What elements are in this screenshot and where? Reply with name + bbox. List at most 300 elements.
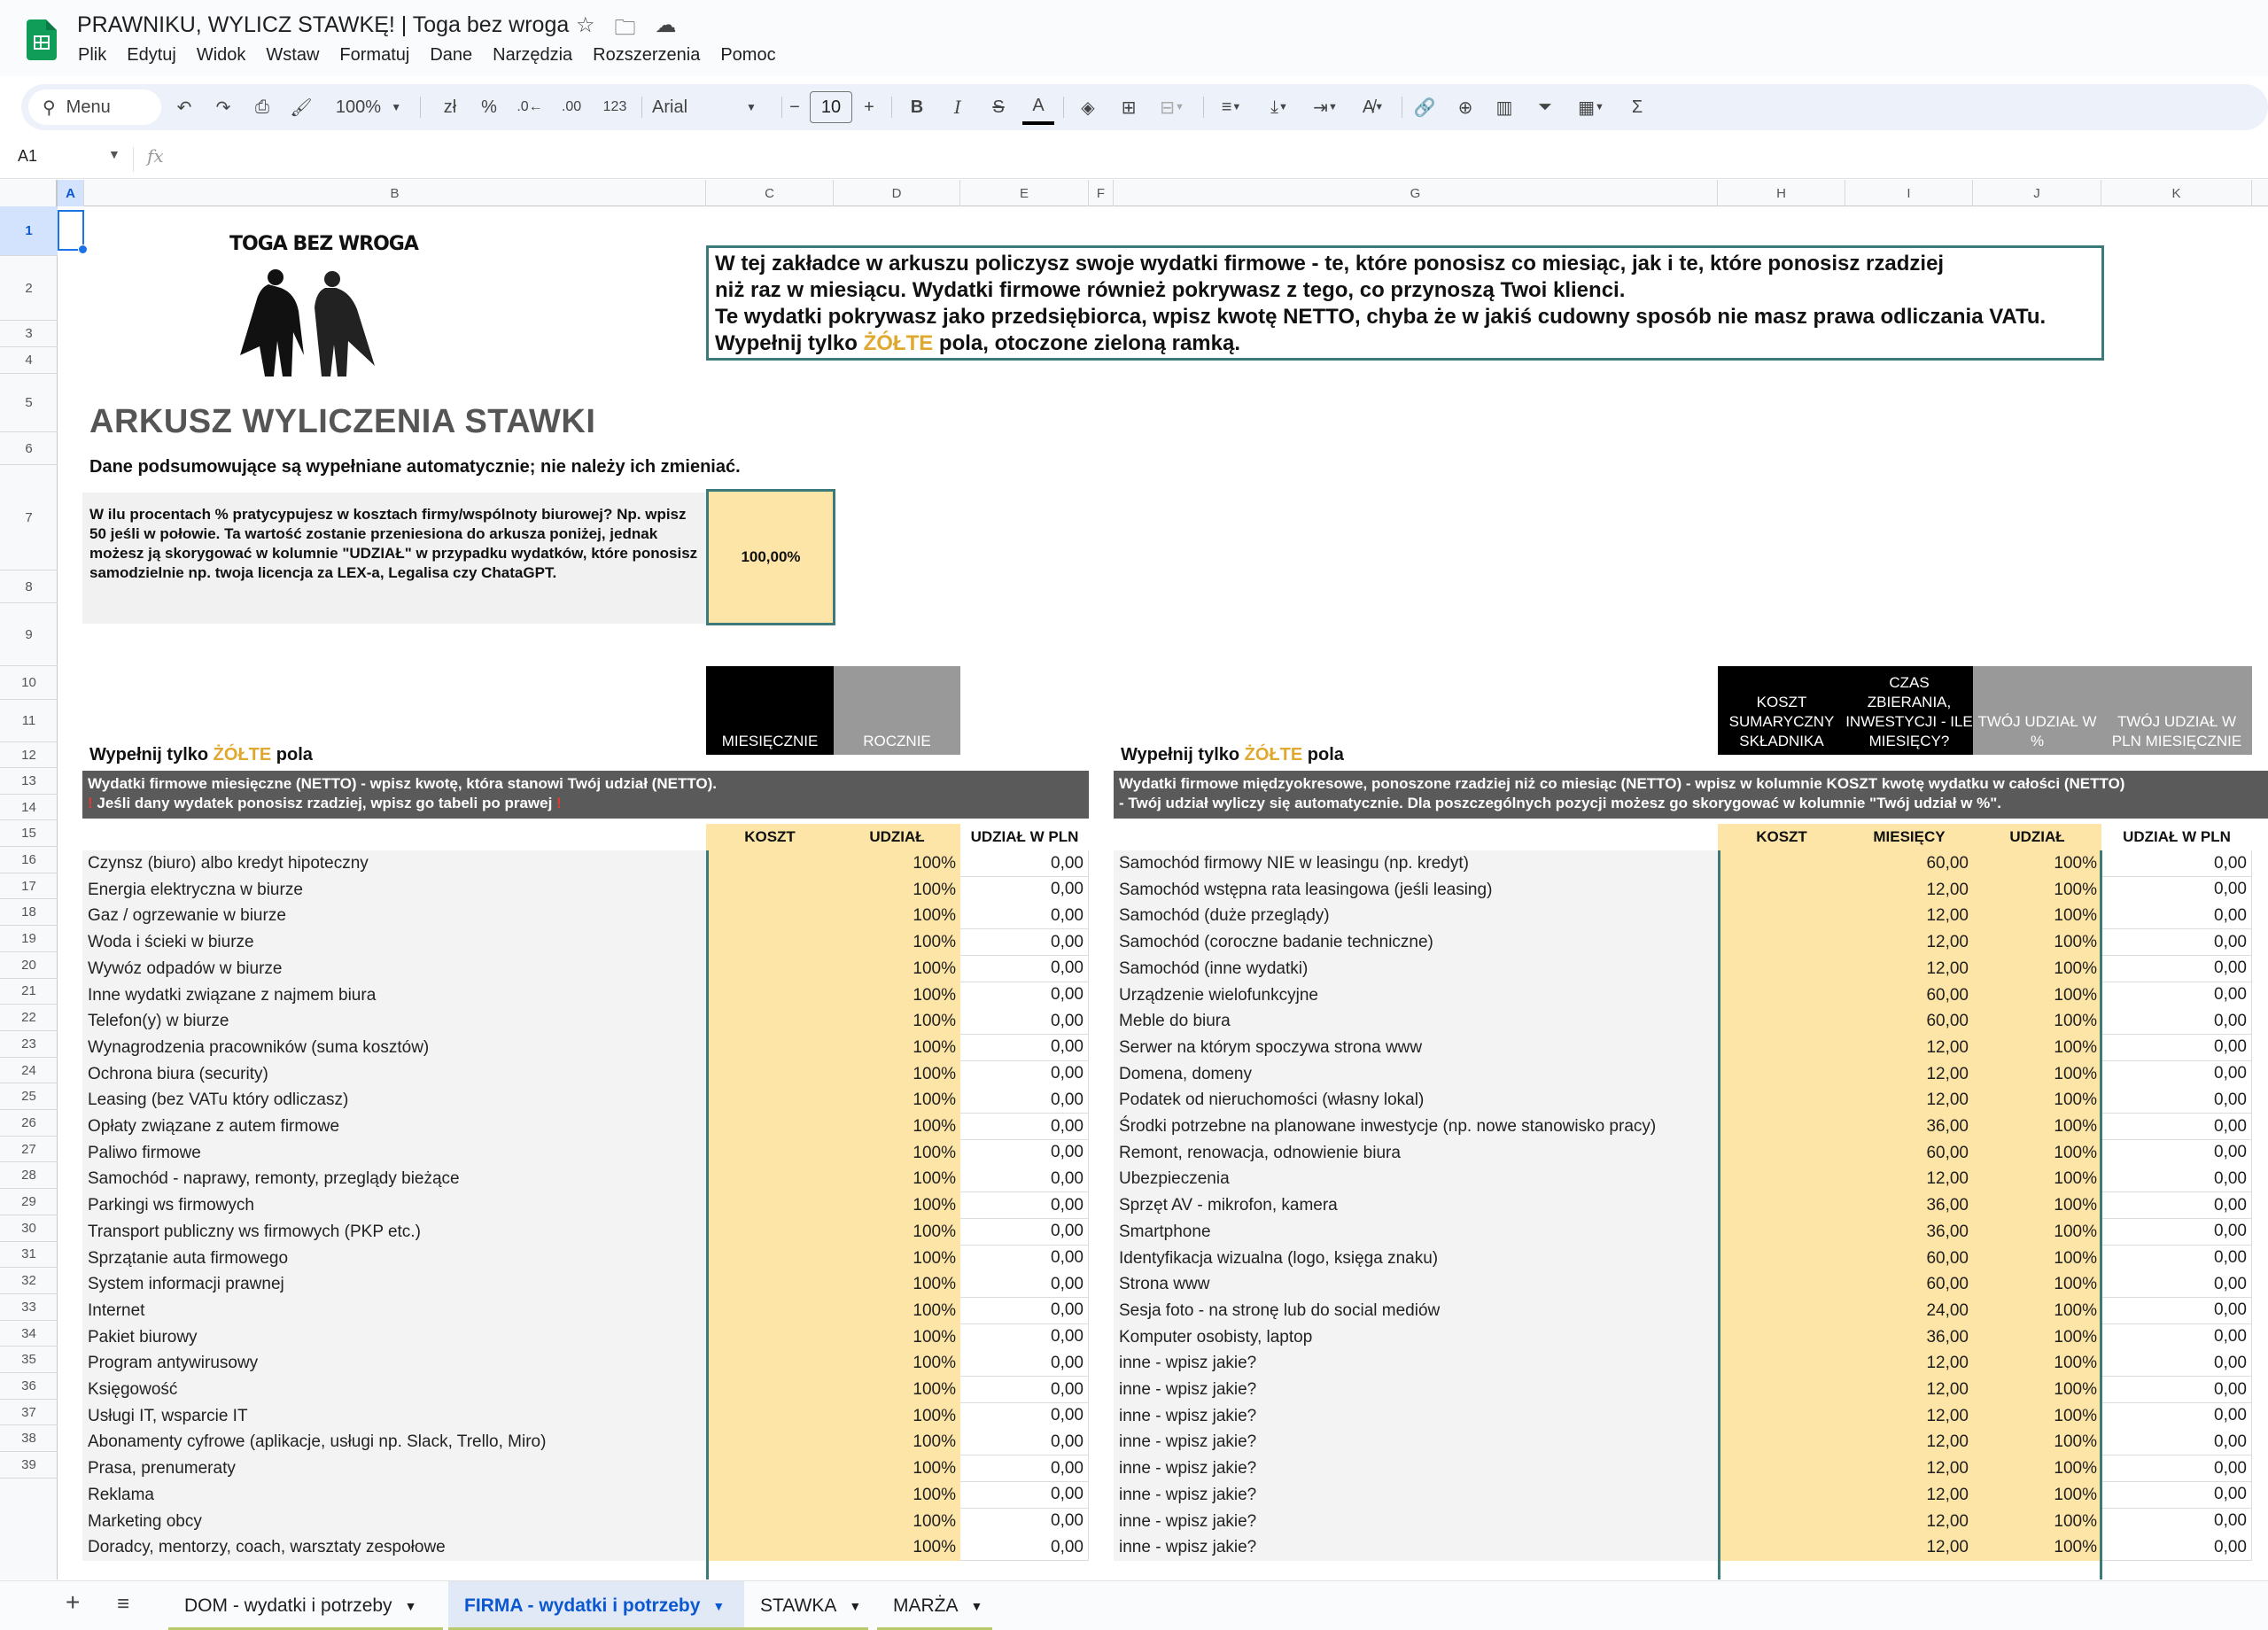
bold-icon[interactable]: B <box>910 97 924 117</box>
cost-input[interactable] <box>1718 1114 1845 1140</box>
share-input[interactable]: 100% <box>834 1298 960 1324</box>
share-pln-value: 0,00 <box>960 1035 1089 1061</box>
row-header[interactable]: 37 <box>0 1400 58 1426</box>
row-header[interactable]: 34 <box>0 1321 58 1347</box>
row-header[interactable]: 29 <box>0 1189 58 1215</box>
cost-input[interactable] <box>706 1534 834 1561</box>
months-input[interactable]: 12,00 <box>1845 929 1973 956</box>
share-input[interactable]: 100% <box>834 1403 960 1430</box>
row-header[interactable]: 1 <box>0 206 58 256</box>
menu-insert[interactable]: Wstaw <box>266 45 320 65</box>
column-header-c[interactable]: C <box>706 180 834 206</box>
row-header[interactable]: 28 <box>0 1163 58 1190</box>
row-header[interactable]: 18 <box>0 900 58 927</box>
tab-menu-chevron-icon[interactable]: ▼ <box>404 1599 417 1613</box>
cost-input[interactable] <box>1718 1271 1845 1298</box>
row-header[interactable]: 10 <box>0 666 58 700</box>
months-input[interactable]: 12,00 <box>1845 1350 1973 1377</box>
sheet-subtitle: Dane podsumowujące są wypełniane automatycznie; nie należy ich zmieniać. <box>89 457 741 477</box>
sheet-tab[interactable]: DOM - wydatki i potrzeby ▼ <box>168 1581 443 1630</box>
share-input[interactable]: 100% <box>1973 850 2101 877</box>
share-input[interactable]: 100% <box>834 1509 960 1535</box>
share-input[interactable]: 100% <box>834 1192 960 1219</box>
table-row <box>82 1061 1089 1088</box>
row-header[interactable]: 19 <box>0 926 58 952</box>
share-input[interactable]: 100% <box>834 1429 960 1455</box>
cost-input[interactable] <box>1718 1219 1845 1246</box>
share-input[interactable]: 100% <box>834 929 960 956</box>
fill-color-icon[interactable]: ◈ <box>1081 97 1095 118</box>
expense-label: Smartphone <box>1114 1219 1718 1246</box>
months-input[interactable]: 60,00 <box>1845 1271 1973 1298</box>
cost-input[interactable] <box>706 1403 834 1430</box>
share-input[interactable]: 100% <box>834 1534 960 1561</box>
cost-input[interactable] <box>1718 1509 1845 1535</box>
months-input[interactable]: 60,00 <box>1845 850 1973 877</box>
months-input[interactable]: 12,00 <box>1845 1061 1973 1088</box>
sheet-tab[interactable]: STAWKA ▼ <box>744 1581 868 1630</box>
expense-label: Parkingi ws firmowych <box>82 1192 706 1219</box>
months-input[interactable]: 12,00 <box>1845 1429 1973 1455</box>
share-input[interactable]: 100% <box>834 982 960 1009</box>
cost-input[interactable] <box>1718 1061 1845 1088</box>
menu-view[interactable]: Widok <box>196 45 246 65</box>
cost-input[interactable] <box>706 929 834 956</box>
participation-percent-input[interactable]: 100,00% <box>706 489 835 625</box>
share-input[interactable]: 100% <box>834 1166 960 1192</box>
undo-icon[interactable]: ↶ <box>176 97 192 118</box>
cost-input[interactable] <box>706 850 834 877</box>
increase-decimal-button[interactable]: .00 <box>561 99 582 114</box>
cost-input[interactable] <box>706 877 834 904</box>
table-row <box>1114 1035 2268 1061</box>
cost-input[interactable] <box>706 1429 834 1455</box>
share-pln-value: 0,00 <box>2101 1114 2252 1140</box>
expense-label: Ochrona biura (security) <box>82 1061 706 1088</box>
months-input[interactable]: 12,00 <box>1845 1166 1973 1192</box>
share-input[interactable]: 100% <box>834 1114 960 1140</box>
share-pln-value: 0,00 <box>2101 1534 2252 1561</box>
share-pln-value: 0,00 <box>960 1298 1089 1324</box>
text-wrapping-icon[interactable]: ⇥ ▼ <box>1313 97 1338 118</box>
column-header-e[interactable]: E <box>960 180 1089 206</box>
row-header[interactable]: 7 <box>0 465 58 570</box>
cost-input[interactable] <box>1718 1482 1845 1509</box>
share-input[interactable]: 100% <box>1973 956 2101 982</box>
expense-label: inne - wpisz jakie? <box>1114 1377 1718 1403</box>
cost-input[interactable] <box>1718 1324 1845 1351</box>
currency-format-button[interactable]: zł <box>443 97 457 117</box>
cost-input[interactable] <box>706 1166 834 1192</box>
cost-input[interactable] <box>1718 982 1845 1009</box>
share-input[interactable]: 100% <box>1973 1140 2101 1167</box>
share-input[interactable]: 100% <box>834 1219 960 1246</box>
share-input[interactable]: 100% <box>1973 1087 2101 1114</box>
row-header[interactable]: 9 <box>0 603 58 666</box>
column-header-f[interactable]: F <box>1089 180 1114 206</box>
share-pln-value: 0,00 <box>2101 1166 2252 1192</box>
share-pln-value: 0,00 <box>2101 1087 2252 1114</box>
sheet-title: ARKUSZ WYLICZENIA STAWKI <box>89 403 596 440</box>
insert-comment-icon[interactable]: ⊕ <box>1457 97 1473 118</box>
row-headers <box>0 206 58 1580</box>
menu-help[interactable]: Pomoc <box>720 45 776 65</box>
share-input[interactable]: 100% <box>1973 982 2101 1009</box>
print-icon[interactable]: ⎙ <box>255 97 269 117</box>
table-row <box>82 850 1089 877</box>
cost-input[interactable] <box>706 903 834 929</box>
font-size-input[interactable]: 10 <box>810 91 852 123</box>
vertical-align-icon[interactable]: ⤓ ▼ <box>1270 97 1288 117</box>
row-header[interactable]: 32 <box>0 1268 58 1294</box>
cost-input[interactable] <box>706 1271 834 1298</box>
cost-input[interactable] <box>706 1324 834 1351</box>
share-input[interactable]: 100% <box>834 1350 960 1377</box>
cost-input[interactable] <box>1718 1140 1845 1167</box>
row-header[interactable]: 11 <box>0 700 58 742</box>
strikethrough-icon[interactable]: S <box>992 97 1005 117</box>
column-header-g[interactable]: G <box>1114 180 1718 206</box>
all-sheets-icon[interactable]: ≡ <box>117 1592 130 1616</box>
cost-input[interactable] <box>706 1298 834 1324</box>
menu-edit[interactable]: Edytuj <box>127 45 176 65</box>
functions-icon[interactable]: Σ <box>1631 97 1643 117</box>
table-row <box>1114 1350 2268 1377</box>
paint-format-icon[interactable]: 🖌 <box>290 97 313 118</box>
cost-input[interactable] <box>706 1455 834 1482</box>
borders-icon[interactable]: ⊞ <box>1121 97 1137 118</box>
share-input[interactable]: 100% <box>1973 1061 2101 1088</box>
column-header-h[interactable]: H <box>1718 180 1845 206</box>
months-input[interactable]: 12,00 <box>1845 1403 1973 1430</box>
column-header-a[interactable]: A <box>58 180 84 206</box>
cost-input[interactable] <box>1718 1429 1845 1455</box>
table-row <box>1114 956 2268 982</box>
cost-input[interactable] <box>706 1350 834 1377</box>
cost-input[interactable] <box>1718 1192 1845 1219</box>
months-input[interactable]: 36,00 <box>1845 1192 1973 1219</box>
sheet-grid[interactable] <box>58 206 2268 1580</box>
menu-extensions[interactable]: Rozszerzenia <box>593 45 701 65</box>
row-header[interactable]: 16 <box>0 847 58 873</box>
cost-input[interactable] <box>1718 1377 1845 1403</box>
cost-input[interactable] <box>1718 850 1845 877</box>
share-pln-value: 0,00 <box>2101 1192 2252 1219</box>
share-input[interactable]: 100% <box>834 1246 960 1272</box>
months-input[interactable]: 12,00 <box>1845 1509 1973 1535</box>
tab-menu-chevron-icon[interactable]: ▼ <box>712 1599 726 1613</box>
menu-data[interactable]: Dane <box>430 45 473 65</box>
table-row <box>82 1298 1089 1324</box>
row-header[interactable]: 4 <box>0 347 58 374</box>
share-input[interactable]: 100% <box>1973 1008 2101 1035</box>
expense-label: inne - wpisz jakie? <box>1114 1429 1718 1455</box>
share-input[interactable]: 100% <box>1973 1324 2101 1351</box>
menu-format[interactable]: Formatuj <box>339 45 410 65</box>
row-header[interactable]: 13 <box>0 768 58 795</box>
share-input[interactable]: 100% <box>1973 877 2101 904</box>
row-header[interactable]: 39 <box>0 1452 58 1479</box>
share-pln-value: 0,00 <box>2101 1509 2252 1535</box>
expense-label: Prasa, prenumeraty <box>82 1455 706 1482</box>
months-input[interactable]: 36,00 <box>1845 1114 1973 1140</box>
selected-cell-a1[interactable] <box>58 210 84 251</box>
sheet-tab[interactable]: MARŻA ▼ <box>877 1581 992 1630</box>
months-input[interactable]: 12,00 <box>1845 877 1973 904</box>
cost-input[interactable] <box>706 1509 834 1535</box>
cost-input[interactable] <box>706 982 834 1009</box>
cost-input[interactable] <box>1718 1087 1845 1114</box>
right-input-frame-left <box>1718 850 1720 1580</box>
cost-input[interactable] <box>1718 1298 1845 1324</box>
share-input[interactable]: 100% <box>834 1087 960 1114</box>
share-input[interactable]: 100% <box>1973 1246 2101 1272</box>
cost-input[interactable] <box>706 1246 834 1272</box>
share-input[interactable]: 100% <box>834 1140 960 1167</box>
row-header[interactable]: 23 <box>0 1031 58 1058</box>
cost-input[interactable] <box>706 1008 834 1035</box>
row-header[interactable]: 30 <box>0 1215 58 1242</box>
share-input[interactable]: 100% <box>1973 1429 2101 1455</box>
share-input[interactable]: 100% <box>1973 1035 2101 1061</box>
share-input[interactable]: 100% <box>834 1035 960 1061</box>
decrease-decimal-button[interactable]: .0← <box>517 99 543 114</box>
months-input[interactable]: 60,00 <box>1845 1140 1973 1167</box>
merge-cells-icon[interactable]: ⊟ ▼ <box>1160 97 1184 118</box>
menu-search[interactable]: ⚲ Menu <box>28 89 161 125</box>
cost-input[interactable] <box>1718 1008 1845 1035</box>
table-row <box>82 903 1089 929</box>
tab-menu-chevron-icon[interactable]: ▼ <box>849 1599 862 1613</box>
share-input[interactable]: 100% <box>1973 1350 2101 1377</box>
font-size-increase-icon[interactable]: + <box>864 97 874 117</box>
sheet-tab[interactable]: FIRMA - wydatki i potrzeby ▼ <box>448 1581 744 1630</box>
row-header[interactable]: 20 <box>0 952 58 979</box>
cost-input[interactable] <box>1718 903 1845 929</box>
share-pln-value: 0,00 <box>960 1509 1089 1535</box>
share-input[interactable]: 100% <box>834 1061 960 1088</box>
share-input[interactable]: 100% <box>834 1377 960 1403</box>
share-pln-value: 0,00 <box>2101 1298 2252 1324</box>
cost-input[interactable] <box>706 1219 834 1246</box>
expense-label: Program antywirusowy <box>82 1350 706 1377</box>
months-input[interactable]: 12,00 <box>1845 1482 1973 1509</box>
italic-icon[interactable]: I <box>954 97 961 118</box>
months-input[interactable]: 36,00 <box>1845 1219 1973 1246</box>
zoom-select[interactable]: 100% ▼ <box>335 97 402 117</box>
document-title[interactable]: PRAWNIKU, WYLICZ STAWKĘ! | Toga bez wroga <box>77 12 570 37</box>
cost-input[interactable] <box>706 1482 834 1509</box>
share-input[interactable]: 100% <box>834 1324 960 1351</box>
filter-views-icon[interactable]: ▦ ▼ <box>1578 97 1604 118</box>
cost-input[interactable] <box>706 1087 834 1114</box>
percent-format-button[interactable]: % <box>481 97 497 117</box>
months-input[interactable]: 12,00 <box>1845 1087 1973 1114</box>
redo-icon[interactable]: ↷ <box>215 97 231 118</box>
table-row <box>1114 1482 2268 1509</box>
row-header[interactable]: 31 <box>0 1242 58 1269</box>
share-input[interactable]: 100% <box>834 877 960 904</box>
horizontal-align-icon[interactable]: ≡ ▼ <box>1221 97 1242 117</box>
left-instruction-bar: Wydatki firmowe miesięczne (NETTO) - wpisz kwotę, która stanowi Twój udział (NETTO). ! Jeśli dany wydatek ponosisz rzadziej, wpisz go tabeli po prawej ! <box>82 771 1089 819</box>
insert-link-icon[interactable]: 🔗 <box>1413 97 1436 118</box>
share-pln-value: 0,00 <box>2101 1035 2252 1061</box>
share-input[interactable]: 100% <box>1973 1377 2101 1403</box>
share-input[interactable]: 100% <box>1973 1403 2101 1430</box>
column-header-j[interactable]: J <box>1973 180 2101 206</box>
months-input[interactable]: 12,00 <box>1845 1455 1973 1482</box>
share-input[interactable]: 100% <box>1973 1534 2101 1561</box>
months-input[interactable]: 60,00 <box>1845 1008 1973 1035</box>
expense-label: Usługi IT, wsparcie IT <box>82 1403 706 1430</box>
months-input[interactable]: 24,00 <box>1845 1298 1973 1324</box>
share-input[interactable]: 100% <box>1973 1114 2101 1140</box>
font-size-decrease-icon[interactable]: − <box>789 97 800 117</box>
add-sheet-icon[interactable]: + <box>66 1588 81 1616</box>
share-input[interactable]: 100% <box>1973 929 2101 956</box>
cost-input[interactable] <box>1718 1534 1845 1561</box>
share-input[interactable]: 100% <box>834 1271 960 1298</box>
move-folder-icon[interactable]: 🗀 <box>614 16 636 40</box>
cost-input[interactable] <box>706 956 834 982</box>
table-row <box>1114 1429 2268 1455</box>
cost-input[interactable] <box>1718 1166 1845 1192</box>
share-input[interactable]: 100% <box>1973 1509 2101 1535</box>
cost-input[interactable] <box>706 1140 834 1167</box>
table-row <box>1114 1061 2268 1088</box>
menu-file[interactable]: Plik <box>78 45 107 65</box>
row-header[interactable]: 2 <box>0 256 58 321</box>
share-input[interactable]: 100% <box>1973 1455 2101 1482</box>
share-input[interactable]: 100% <box>1973 903 2101 929</box>
cost-input[interactable] <box>1718 877 1845 904</box>
row-header[interactable]: 35 <box>0 1347 58 1373</box>
row-header[interactable]: 33 <box>0 1294 58 1321</box>
name-box-dropdown-icon[interactable]: ▼ <box>108 147 120 161</box>
share-input[interactable]: 100% <box>834 850 960 877</box>
share-pln-value: 0,00 <box>2101 1482 2252 1509</box>
cost-input[interactable] <box>1718 1403 1845 1430</box>
share-input[interactable]: 100% <box>1973 1219 2101 1246</box>
name-box[interactable]: A1 <box>18 147 38 165</box>
font-select[interactable]: Arial ▼ <box>652 97 757 117</box>
tab-menu-chevron-icon[interactable]: ▼ <box>970 1599 983 1613</box>
months-input[interactable]: 60,00 <box>1845 1246 1973 1272</box>
share-input[interactable]: 100% <box>1973 1166 2101 1192</box>
row-header[interactable]: 5 <box>0 374 58 432</box>
months-input[interactable]: 36,00 <box>1845 1324 1973 1351</box>
share-pln-value: 0,00 <box>960 929 1089 956</box>
share-pln-value: 0,00 <box>2101 1246 2252 1272</box>
row-header[interactable]: 8 <box>0 570 58 603</box>
months-input[interactable]: 12,00 <box>1845 1534 1973 1561</box>
row-header[interactable]: 38 <box>0 1426 58 1453</box>
cost-input[interactable] <box>1718 1350 1845 1377</box>
row-header[interactable]: 3 <box>0 321 58 347</box>
row-header[interactable]: 21 <box>0 979 58 1005</box>
share-input[interactable]: 100% <box>1973 1192 2101 1219</box>
share-pln-value: 0,00 <box>960 1087 1089 1114</box>
table-row <box>82 1403 1089 1430</box>
sheets-logo-icon[interactable] <box>27 19 57 60</box>
share-pln-value: 0,00 <box>960 1403 1089 1430</box>
share-pln-value: 0,00 <box>960 1192 1089 1219</box>
row-header[interactable]: 25 <box>0 1083 58 1110</box>
row-header[interactable]: 6 <box>0 432 58 465</box>
select-all-corner[interactable] <box>0 180 58 206</box>
share-pln-value: 0,00 <box>2101 850 2252 877</box>
text-color-icon[interactable]: A <box>1022 89 1054 125</box>
row-header[interactable]: 26 <box>0 1110 58 1137</box>
column-header-b[interactable]: B <box>84 180 706 206</box>
share-pln-value: 0,00 <box>960 1455 1089 1482</box>
row-header[interactable]: 27 <box>0 1137 58 1163</box>
row-header[interactable]: 36 <box>0 1373 58 1400</box>
row-header[interactable]: 17 <box>0 873 58 900</box>
share-input[interactable]: 100% <box>834 1482 960 1509</box>
row-header[interactable]: 15 <box>0 820 58 847</box>
cost-input[interactable] <box>1718 956 1845 982</box>
table-row <box>1114 1166 2268 1192</box>
cost-input[interactable] <box>706 1035 834 1061</box>
insert-chart-icon[interactable]: ▥ <box>1495 97 1513 118</box>
row-header[interactable]: 24 <box>0 1058 58 1084</box>
share-input[interactable]: 100% <box>834 956 960 982</box>
row-header[interactable]: 22 <box>0 1005 58 1031</box>
left-input-frame <box>706 850 709 1580</box>
months-input[interactable]: 12,00 <box>1845 1035 1973 1061</box>
menu-tools[interactable]: Narzędzia <box>493 45 573 65</box>
share-input[interactable]: 100% <box>1973 1482 2101 1509</box>
table-row <box>82 1087 1089 1114</box>
text-rotation-icon[interactable]: A̸ ▼ <box>1362 97 1385 117</box>
share-pln-value: 0,00 <box>960 1377 1089 1403</box>
share-input[interactable]: 100% <box>1973 1298 2101 1324</box>
share-input[interactable]: 100% <box>834 1008 960 1035</box>
share-input[interactable]: 100% <box>1973 1271 2101 1298</box>
cost-input[interactable] <box>706 1377 834 1403</box>
filter-icon[interactable]: ⏷ <box>1538 97 1552 117</box>
cost-input[interactable] <box>706 1061 834 1088</box>
share-pln-value: 0,00 <box>960 1350 1089 1377</box>
cost-input[interactable] <box>706 1114 834 1140</box>
months-input[interactable]: 60,00 <box>1845 982 1973 1009</box>
star-icon[interactable]: ☆ <box>576 13 595 37</box>
expense-label: Urządzenie wielofunkcyjne <box>1114 982 1718 1009</box>
cost-input[interactable] <box>706 1192 834 1219</box>
cloud-status-icon[interactable]: ☁ <box>655 13 677 37</box>
cost-input[interactable] <box>1718 1455 1845 1482</box>
share-pln-value: 0,00 <box>2101 1008 2252 1035</box>
expense-label: Opłaty związane z autem firmowe <box>82 1114 706 1140</box>
months-input[interactable]: 12,00 <box>1845 1377 1973 1403</box>
table-row <box>82 1219 1089 1246</box>
share-input[interactable]: 100% <box>834 903 960 929</box>
cost-input[interactable] <box>1718 1035 1845 1061</box>
number-format-button[interactable]: 123 <box>602 99 627 114</box>
row-header[interactable]: 14 <box>0 795 58 821</box>
column-header-d[interactable]: D <box>834 180 960 206</box>
column-header-k[interactable]: K <box>2101 180 2252 206</box>
row-header[interactable]: 12 <box>0 742 58 768</box>
share-input[interactable]: 100% <box>834 1455 960 1482</box>
cost-input[interactable] <box>1718 929 1845 956</box>
months-input[interactable]: 12,00 <box>1845 956 1973 982</box>
months-input[interactable]: 12,00 <box>1845 903 1973 929</box>
cost-input[interactable] <box>1718 1246 1845 1272</box>
column-header-i[interactable]: I <box>1845 180 1973 206</box>
share-pln-value: 0,00 <box>2101 1377 2252 1403</box>
